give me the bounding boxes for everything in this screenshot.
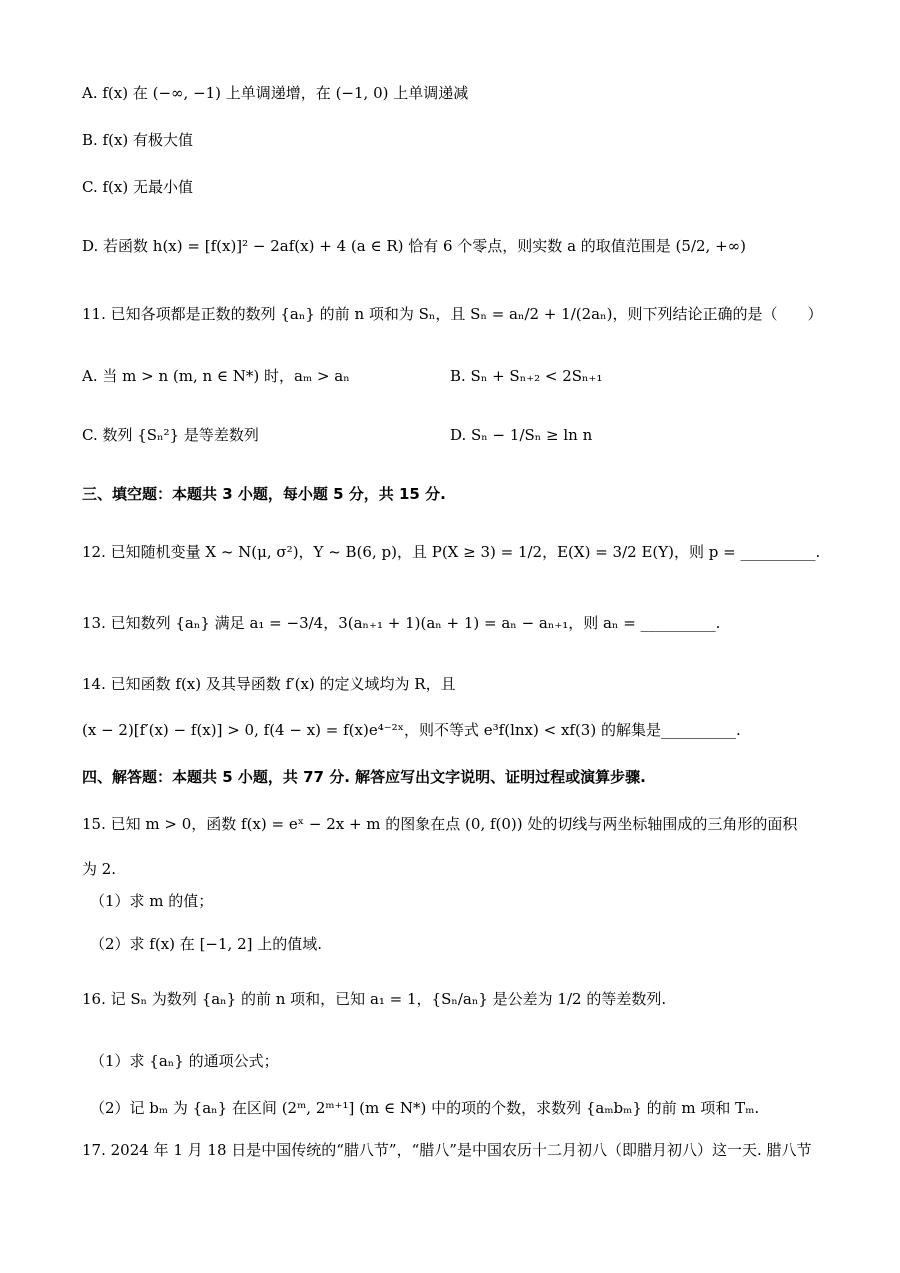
question-15-part-2: （2）求 f(x) 在 [−1, 2] 上的值域. (90, 935, 322, 953)
option-c: C. f(x) 无最小值 (82, 178, 193, 196)
option-a: A. f(x) 在 (−∞, −1) 上单调递增，在 (−1, 0) 上单调递减 (82, 84, 469, 102)
question-12: 12. 已知随机变量 X ~ N(μ, σ²)，Y ~ B(6, p)，且 P(X ≥ 3) = 1/2，E(X) = 3/2 E(Y)，则 p = __________. (82, 543, 821, 561)
option-b: B. f(x) 有极大值 (82, 131, 194, 149)
question-13: 13. 已知数列 {aₙ} 满足 a₁ = −3/4，3(aₙ₊₁ + 1)(aₙ + 1) = aₙ − aₙ₊₁，则 aₙ = __________. (82, 614, 721, 632)
question-11-stem: 11. 已知各项都是正数的数列 {aₙ} 的前 n 项和为 Sₙ，且 Sₙ = aₙ/2 + 1/(2aₙ)，则下列结论正确的是（ ） (82, 305, 823, 323)
question-11-option-c: C. 数列 {Sₙ²} 是等差数列 (82, 426, 259, 444)
question-11-option-b: B. Sₙ + Sₙ₊₂ < 2Sₙ₊₁ (450, 367, 603, 385)
question-15-line-1: 15. 已知 m > 0，函数 f(x) = eˣ − 2x + m 的图象在点 (0, f(0)) 处的切线与两坐标轴围成的三角形的面积 (82, 815, 798, 833)
question-11-option-d: D. Sₙ − 1/Sₙ ≥ ln n (450, 426, 593, 444)
question-16-part-2: （2）记 bₘ 为 {aₙ} 在区间 (2ᵐ, 2ᵐ⁺¹] (m ∈ N*) 中的项的个数，求数列 {aₘbₘ} 的前 m 项和 Tₘ. (90, 1099, 760, 1117)
question-11-option-a: A. 当 m > n (m, n ∈ N*) 时，aₘ > aₙ (82, 367, 350, 385)
question-17-stem: 17. 2024 年 1 月 18 日是中国传统的“腊八节”，“腊八”是中国农历十二月初八（即腊月初八）这一天. 腊八节 (82, 1141, 812, 1159)
question-16-stem: 16. 记 Sₙ 为数列 {aₙ} 的前 n 项和，已知 a₁ = 1，{Sₙ/aₙ} 是公差为 1/2 的等差数列. (82, 990, 667, 1008)
question-14-line-2: (x − 2)[f′(x) − f(x)] > 0, f(4 − x) = f(x)e⁴⁻²ˣ，则不等式 e³f(lnx) < xf(3) 的解集是__________. (82, 721, 741, 739)
question-15-part-1: （1）求 m 的值； (90, 892, 214, 910)
section-3-heading: 三、填空题：本题共 3 小题，每小题 5 分，共 15 分. (82, 485, 446, 503)
section-4-heading: 四、解答题：本题共 5 小题，共 77 分. 解答应写出文字说明、证明过程或演算步骤. (82, 768, 646, 786)
question-16-part-1: （1）求 {aₙ} 的通项公式； (90, 1052, 279, 1070)
question-15-line-2: 为 2. (82, 860, 117, 878)
option-d: D. 若函数 h(x) = [f(x)]² − 2af(x) + 4 (a ∈ R) 恰有 6 个零点，则实数 a 的取值范围是 (5/2, +∞) (82, 237, 747, 255)
question-14-line-1: 14. 已知函数 f(x) 及其导函数 f′(x) 的定义域均为 R，且 (82, 675, 456, 693)
